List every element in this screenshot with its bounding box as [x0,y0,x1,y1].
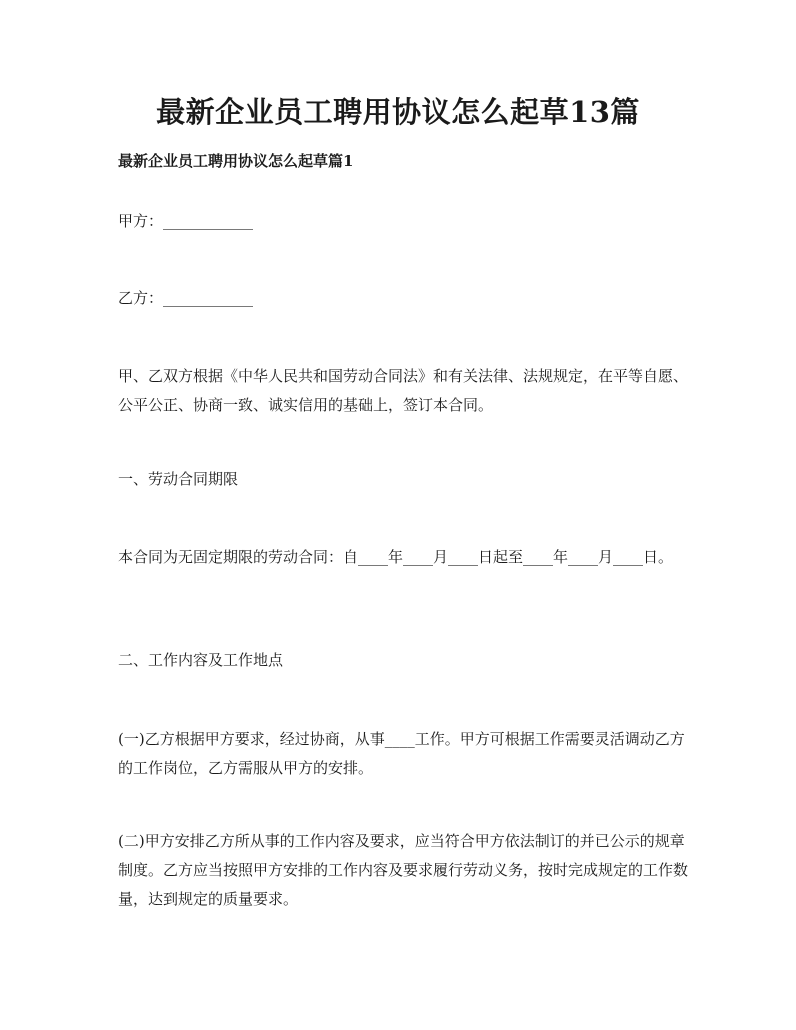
party-b-line: 乙方：____________ [118,289,254,307]
clause-heading-term: 一、劳动合同期限 [118,470,239,488]
party-a-line: 甲方：____________ [118,212,254,230]
clause-heading-work: 二、工作内容及工作地点 [118,651,284,669]
document-title: 最新企业员工聘用协议怎么起草13篇 [156,95,640,129]
preamble-paragraph: 甲、乙双方根据《中华人民共和国劳动合同法》和有关法律、法规规定，在平等自愿、公平公正、协商一致、诚实信用的基础上，签订本合同。 [118,367,689,414]
section-heading: 最新企业员工聘用协议怎么起草篇1 [118,152,354,170]
contract-term-paragraph: 本合同为无固定期限的劳动合同：自____年____月____日起至____年____月____日。 [118,548,674,566]
work-content-paragraph-2: (二)甲方安排乙方所从事的工作内容及要求，应当符合甲方依法制订的并已公示的规章制度。乙方应当按照甲方安排的工作内容及要求履行劳动义务，按时完成规定的工作数量，达到规定的质量要求。 [118,832,689,908]
work-content-paragraph-1: (一)乙方根据甲方要求，经过协商，从事____工作。甲方可根据工作需要灵活调动乙方的工作岗位，乙方需服从甲方的安排。 [118,730,685,777]
